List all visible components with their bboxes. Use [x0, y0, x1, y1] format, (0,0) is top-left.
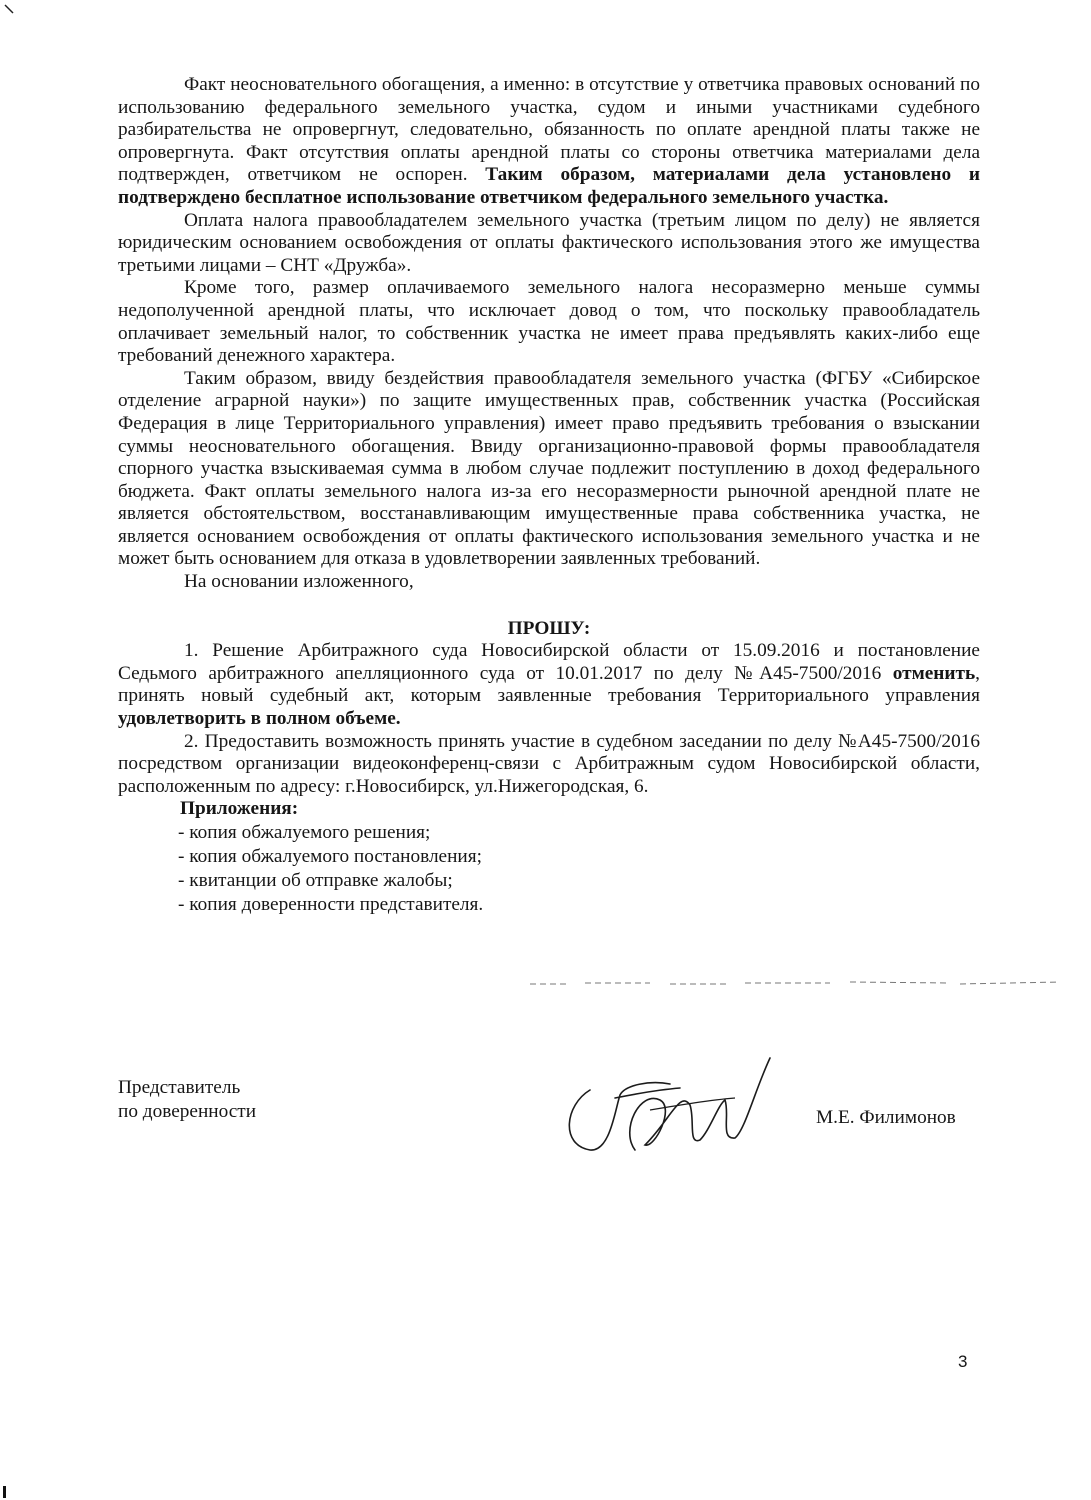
paragraph-3: Кроме того, размер оплачиваемого земельного налога несоразмерно меньше суммы недополученной арендной платы, что исключает довод о том, что поскольку правообладатель оплачивает земельный налог, то собственник участка не имеет права предъявлять каких-либо еще требований денежного характера. — [118, 277, 980, 367]
scan-edge-mark — [3, 1486, 6, 1498]
scan-corner-mark — [4, 4, 14, 14]
request-item-2: 2. Предоставить возможность принять участие в судебном заседании по делу №А45-7500/2016 посредством организации видеоконференц-связи с Арбитражным судом Новосибирской области, расположенным по адресу: г.Новосибирск, ул.Нижегородская, 6. — [118, 730, 980, 797]
scan-dash-artifact — [530, 976, 1060, 988]
attachments-title: Приложения: — [180, 798, 299, 820]
paragraph-5: На основании изложенного, — [184, 571, 414, 593]
list-item: - квитанции об отправке жалобы; — [178, 870, 453, 891]
paragraph-4: Таким образом, ввиду бездействия правообладателя земельного участка (ФГБУ «Сибирское отделение аграрной науки») по защите имущественных прав, собственник участка (Российская Федерация в лице Территориального управления) имеет право предъявить требования о взыскании суммы неосновательного обогащения. Ввиду организационно-правовой формы правообладателя спорного участка взыскиваемая сумма в любом случае подлежит поступлению в доход федерального бюджета. Факт оплаты земельного налога из-за его несоразмерности рыночной арендной плате не является обстоятельством, восстанавливающим имущественные права собственника участка, не является основанием освобождения от оплаты фактического использования земельного участка и не может быть основанием для отказа в удовлетворении заявленных требований. — [118, 367, 980, 570]
request-item-1: 1. Решение Арбитражного суда Новосибирской области от 15.09.2016 и постановление Седьмого арбитражного апелляционного суда от 10.01.2017 по делу №А45-7500/2016 отменить, принять новый судебный акт, которым заявленные требования Территориального управления удовлетворить в полном объеме. — [118, 640, 980, 730]
handwritten-signature — [560, 1050, 790, 1160]
bold-conclusion: Таким образом, материалами дела установлено и подтверждено бесплатное использование ответчиком федерального земельного участка. — [118, 164, 980, 208]
document-body — [118, 74, 980, 917]
list-item: - копия обжалуемого постановления; — [178, 846, 482, 867]
paragraph-1: Факт неосновательного обогащения, а именно: в отсутствие у ответчика правовых оснований по использованию федерального земельного участка, судом и иными участниками судебного разбирательства не опровергнут, следовательно, обязанность по оплате арендной платы также не опровергнута. Факт отсутствия оплаты арендной платы со стороны ответчика материалами дела подтвержден, ответчиком не оспорен. Таким образом, материалами дела установлено и подтверждено бесплатное использование ответчиком федерального земельного участка. — [118, 74, 980, 208]
list-item: - копия доверенности представителя. — [178, 894, 484, 915]
signatory-role: Представитель по доверенности — [118, 1077, 257, 1122]
page-number: 3 — [958, 1352, 968, 1371]
attachments-list — [118, 821, 980, 917]
list-item: - копия обжалуемого решения; — [178, 822, 431, 843]
request-heading: ПРОШУ: — [507, 617, 591, 639]
paragraph-2: Оплата налога правообладателем земельного участка (третьим лицом по делу) не является юридическим основанием освобождения от оплаты фактического использования этого же имущества третьими лицами – СНТ «Дружба». — [118, 209, 980, 276]
signatory-name: М.Е. Филимонов — [816, 1107, 956, 1128]
